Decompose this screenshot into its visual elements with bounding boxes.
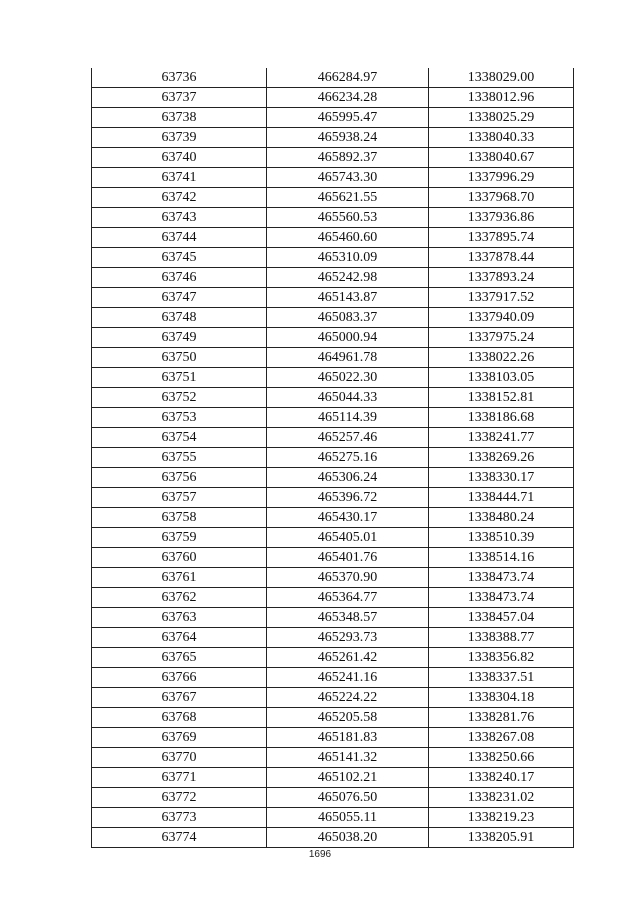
- easting-cell: 465293.73: [267, 628, 429, 648]
- table-row: [92, 348, 574, 368]
- table-row: [92, 588, 574, 608]
- northing-cell: 1338457.04: [429, 608, 574, 628]
- point-id-cell: 63752: [92, 388, 267, 408]
- northing-cell: 1337975.24: [429, 328, 574, 348]
- point-id-cell: 63742: [92, 188, 267, 208]
- table-row: [92, 408, 574, 428]
- northing-cell: 1338510.39: [429, 528, 574, 548]
- northing-cell: 1338330.17: [429, 468, 574, 488]
- point-id-cell: 63741: [92, 168, 267, 188]
- table-row: [92, 108, 574, 128]
- easting-cell: 465102.21: [267, 768, 429, 788]
- point-id-cell: 63755: [92, 448, 267, 468]
- northing-cell: 1338012.96: [429, 88, 574, 108]
- easting-cell: 465261.42: [267, 648, 429, 668]
- easting-cell: 465396.72: [267, 488, 429, 508]
- northing-cell: 1338388.77: [429, 628, 574, 648]
- easting-cell: 465306.24: [267, 468, 429, 488]
- table-row: [92, 428, 574, 448]
- point-id-cell: 63744: [92, 228, 267, 248]
- northing-cell: 1338205.91: [429, 828, 574, 848]
- easting-cell: 465938.24: [267, 128, 429, 148]
- point-id-cell: 63754: [92, 428, 267, 448]
- northing-cell: 1338304.18: [429, 688, 574, 708]
- easting-cell: 465621.55: [267, 188, 429, 208]
- table-row: [92, 248, 574, 268]
- easting-cell: 465405.01: [267, 528, 429, 548]
- northing-cell: 1338281.76: [429, 708, 574, 728]
- easting-cell: 465044.33: [267, 388, 429, 408]
- northing-cell: 1337878.44: [429, 248, 574, 268]
- northing-cell: 1338040.67: [429, 148, 574, 168]
- point-id-cell: 63773: [92, 808, 267, 828]
- point-id-cell: 63770: [92, 748, 267, 768]
- coordinate-table: [91, 68, 574, 848]
- northing-cell: 1338186.68: [429, 408, 574, 428]
- table-row: [92, 808, 574, 828]
- easting-cell: 465205.58: [267, 708, 429, 728]
- northing-cell: 1338022.26: [429, 348, 574, 368]
- point-id-cell: 63740: [92, 148, 267, 168]
- table-row: [92, 768, 574, 788]
- table-row: [92, 328, 574, 348]
- northing-cell: 1338267.08: [429, 728, 574, 748]
- point-id-cell: 63756: [92, 468, 267, 488]
- easting-cell: 465257.46: [267, 428, 429, 448]
- easting-cell: 465224.22: [267, 688, 429, 708]
- point-id-cell: 63765: [92, 648, 267, 668]
- point-id-cell: 63774: [92, 828, 267, 848]
- easting-cell: 465310.09: [267, 248, 429, 268]
- table-row: [92, 308, 574, 328]
- table-row: [92, 228, 574, 248]
- northing-cell: 1338250.66: [429, 748, 574, 768]
- easting-cell: 465430.17: [267, 508, 429, 528]
- table-row: [92, 708, 574, 728]
- easting-cell: 465076.50: [267, 788, 429, 808]
- point-id-cell: 63748: [92, 308, 267, 328]
- easting-cell: 465141.32: [267, 748, 429, 768]
- easting-cell: 465460.60: [267, 228, 429, 248]
- easting-cell: 465370.90: [267, 568, 429, 588]
- table-row: [92, 448, 574, 468]
- point-id-cell: 63766: [92, 668, 267, 688]
- coordinate-table-container: [91, 68, 573, 848]
- northing-cell: 1337917.52: [429, 288, 574, 308]
- easting-cell: 465022.30: [267, 368, 429, 388]
- point-id-cell: 63760: [92, 548, 267, 568]
- point-id-cell: 63745: [92, 248, 267, 268]
- easting-cell: 465892.37: [267, 148, 429, 168]
- point-id-cell: 63761: [92, 568, 267, 588]
- northing-cell: 1338269.26: [429, 448, 574, 468]
- point-id-cell: 63749: [92, 328, 267, 348]
- easting-cell: 465055.11: [267, 808, 429, 828]
- easting-cell: 465000.94: [267, 328, 429, 348]
- easting-cell: 465275.16: [267, 448, 429, 468]
- point-id-cell: 63746: [92, 268, 267, 288]
- northing-cell: 1338444.71: [429, 488, 574, 508]
- point-id-cell: 63759: [92, 528, 267, 548]
- northing-cell: 1337996.29: [429, 168, 574, 188]
- table-row: [92, 488, 574, 508]
- point-id-cell: 63764: [92, 628, 267, 648]
- table-row: [92, 628, 574, 648]
- northing-cell: 1337893.24: [429, 268, 574, 288]
- northing-cell: 1338040.33: [429, 128, 574, 148]
- northing-cell: 1338514.16: [429, 548, 574, 568]
- northing-cell: 1338219.23: [429, 808, 574, 828]
- point-id-cell: 63768: [92, 708, 267, 728]
- easting-cell: 465364.77: [267, 588, 429, 608]
- table-row: [92, 148, 574, 168]
- point-id-cell: 63747: [92, 288, 267, 308]
- point-id-cell: 63750: [92, 348, 267, 368]
- table-row: [92, 688, 574, 708]
- table-row: [92, 528, 574, 548]
- point-id-cell: 63738: [92, 108, 267, 128]
- northing-cell: 1337968.70: [429, 188, 574, 208]
- table-row: [92, 748, 574, 768]
- table-row: [92, 548, 574, 568]
- table-row: [92, 288, 574, 308]
- table-row: [92, 788, 574, 808]
- table-row: [92, 648, 574, 668]
- page-number: 1696: [308, 849, 332, 860]
- easting-cell: 465241.16: [267, 668, 429, 688]
- point-id-cell: 63772: [92, 788, 267, 808]
- northing-cell: 1338337.51: [429, 668, 574, 688]
- point-id-cell: 63757: [92, 488, 267, 508]
- easting-cell: 465242.98: [267, 268, 429, 288]
- easting-cell: 465038.20: [267, 828, 429, 848]
- northing-cell: 1338473.74: [429, 568, 574, 588]
- point-id-cell: 63769: [92, 728, 267, 748]
- table-row: [92, 608, 574, 628]
- easting-cell: 465114.39: [267, 408, 429, 428]
- northing-cell: 1338480.24: [429, 508, 574, 528]
- northing-cell: 1338231.02: [429, 788, 574, 808]
- table-row: [92, 568, 574, 588]
- easting-cell: 465348.57: [267, 608, 429, 628]
- northing-cell: 1337940.09: [429, 308, 574, 328]
- table-row: [92, 508, 574, 528]
- table-row: [92, 268, 574, 288]
- northing-cell: 1338025.29: [429, 108, 574, 128]
- point-id-cell: 63753: [92, 408, 267, 428]
- point-id-cell: 63771: [92, 768, 267, 788]
- point-id-cell: 63762: [92, 588, 267, 608]
- table-row: [92, 68, 574, 88]
- point-id-cell: 63751: [92, 368, 267, 388]
- northing-cell: 1338029.00: [429, 68, 574, 88]
- table-row: [92, 188, 574, 208]
- easting-cell: 464961.78: [267, 348, 429, 368]
- table-row: [92, 468, 574, 488]
- point-id-cell: 63763: [92, 608, 267, 628]
- easting-cell: 465143.87: [267, 288, 429, 308]
- northing-cell: 1337936.86: [429, 208, 574, 228]
- easting-cell: 465401.76: [267, 548, 429, 568]
- point-id-cell: 63739: [92, 128, 267, 148]
- point-id-cell: 63736: [92, 68, 267, 88]
- northing-cell: 1337895.74: [429, 228, 574, 248]
- table-row: [92, 168, 574, 188]
- table-row: [92, 828, 574, 848]
- easting-cell: 465560.53: [267, 208, 429, 228]
- northing-cell: 1338473.74: [429, 588, 574, 608]
- point-id-cell: 63743: [92, 208, 267, 228]
- table-row: [92, 668, 574, 688]
- point-id-cell: 63758: [92, 508, 267, 528]
- northing-cell: 1338152.81: [429, 388, 574, 408]
- northing-cell: 1338241.77: [429, 428, 574, 448]
- table-row: [92, 88, 574, 108]
- coordinate-table-body: [92, 68, 574, 848]
- table-row: [92, 368, 574, 388]
- table-row: [92, 388, 574, 408]
- easting-cell: 466284.97: [267, 68, 429, 88]
- point-id-cell: 63767: [92, 688, 267, 708]
- table-row: [92, 128, 574, 148]
- northing-cell: 1338103.05: [429, 368, 574, 388]
- easting-cell: 465995.47: [267, 108, 429, 128]
- point-id-cell: 63737: [92, 88, 267, 108]
- northing-cell: 1338240.17: [429, 768, 574, 788]
- northing-cell: 1338356.82: [429, 648, 574, 668]
- easting-cell: 465083.37: [267, 308, 429, 328]
- easting-cell: 465743.30: [267, 168, 429, 188]
- table-row: [92, 728, 574, 748]
- easting-cell: 465181.83: [267, 728, 429, 748]
- table-row: [92, 208, 574, 228]
- easting-cell: 466234.28: [267, 88, 429, 108]
